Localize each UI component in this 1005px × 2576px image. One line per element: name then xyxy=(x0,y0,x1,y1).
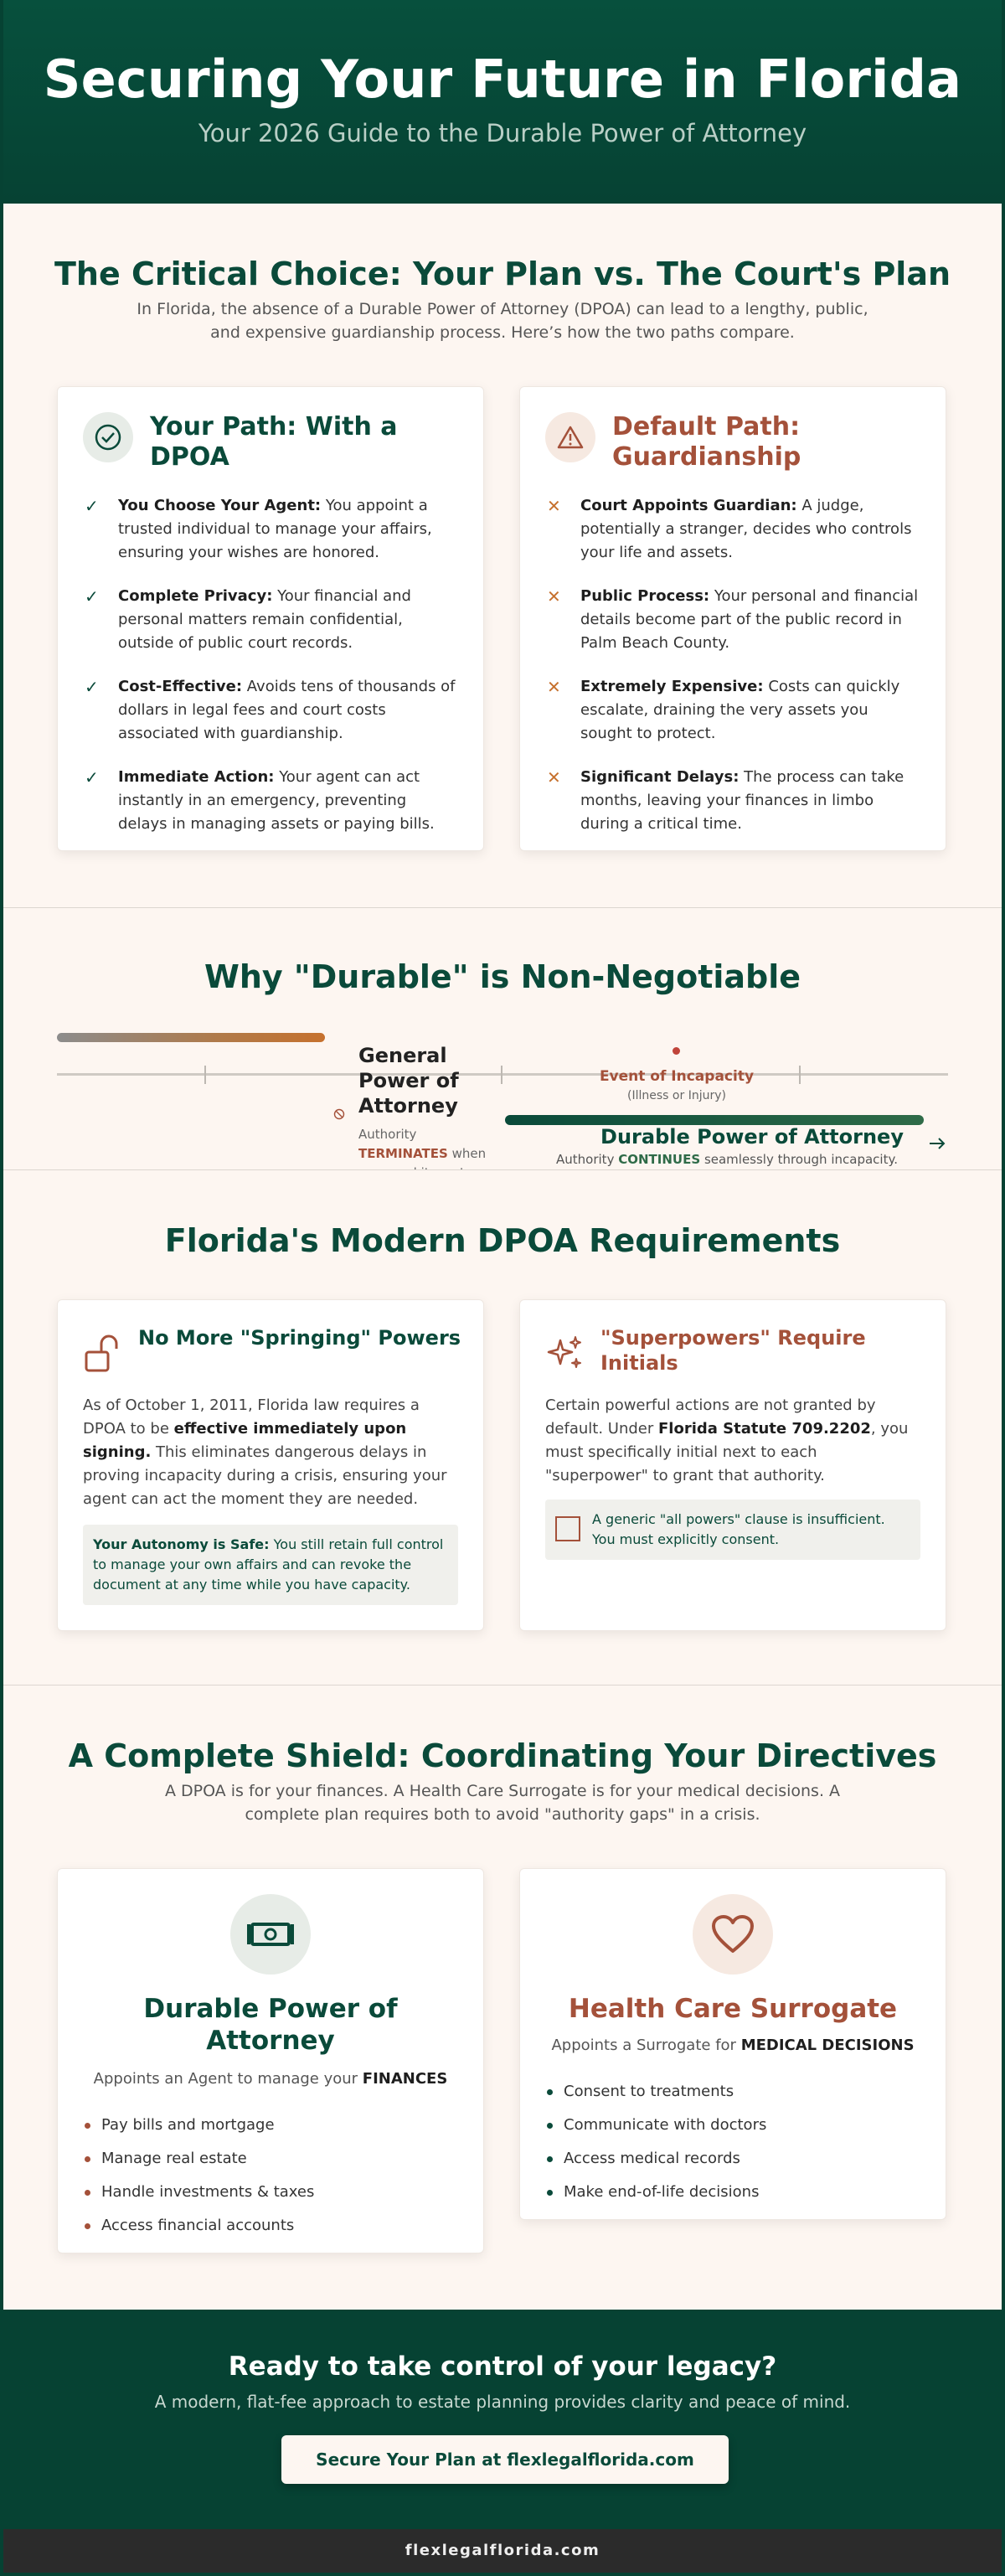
continues-label: CONTINUES xyxy=(618,1152,701,1167)
medical-label: MEDICAL DECISIONS xyxy=(740,2037,915,2054)
cross-icon: ✕ xyxy=(547,586,561,607)
list-item: Pay bills and mortgage xyxy=(85,2114,458,2137)
initial-box-icon xyxy=(555,1516,580,1541)
item-text: The process can take months, leaving your finances in limbo during a critical time. xyxy=(580,768,904,833)
shield-lead: A DPOA is for your finances. A Health Care Surrogate is for your medical decisions. A complete plan requires both to avoid "authority gaps" in a crisis. xyxy=(164,1782,841,1824)
checkmark-icon: ✓ xyxy=(85,586,99,607)
arrow-right-icon xyxy=(928,1137,946,1154)
durable-poa-bar xyxy=(505,1115,924,1125)
item-label: You Choose Your Agent: xyxy=(118,497,322,514)
surrogate-subtitle xyxy=(537,2037,929,2054)
durable-poa-desc xyxy=(526,1152,928,1167)
item-text: Avoids tens of thousands of dollars in legal fees and court costs associated with guardianship. xyxy=(118,678,456,742)
authority-timeline xyxy=(57,1026,948,1185)
note-label: Your Autonomy is Safe: xyxy=(93,1536,270,1552)
shield-title: A Complete Shield: Coordinating Your Directives xyxy=(68,1737,937,1774)
timeline-tick xyxy=(204,1066,206,1084)
stop-icon xyxy=(333,1107,345,1123)
check-circle-icon xyxy=(83,412,133,462)
shield-section xyxy=(3,1685,1002,2310)
list-item xyxy=(83,675,458,746)
item-label: Public Process: xyxy=(580,587,710,605)
choice-title: The Critical Choice: Your Plan vs. The Court's Plan xyxy=(54,256,951,292)
dpoa-title: Durable Power of Attorney xyxy=(143,1994,398,2056)
with-dpoa-title: Your Path: With a DPOA xyxy=(150,412,398,472)
money-icon xyxy=(230,1894,311,1975)
hero-subtitle: Your 2026 Guide to the Durable Power of Attorney xyxy=(198,119,807,147)
list-item: Access financial accounts xyxy=(85,2214,458,2238)
cta-title: Ready to take control of your legacy? xyxy=(228,2351,777,2382)
list-item xyxy=(83,585,458,655)
surrogate-duties xyxy=(547,2080,920,2214)
cta-text: A modern, flat-fee approach to estate planning provides clarity and peace of mind. xyxy=(154,2392,851,2412)
item-label: Extremely Expensive: xyxy=(580,678,764,695)
body-text: Certain powerful actions are not granted by default. Under xyxy=(545,1396,876,1438)
list-item xyxy=(545,494,920,565)
list-item xyxy=(545,766,920,836)
choice-lead: In Florida, the absence of a Durable Power of Attorney (DPOA) can lead to a lengthy, public, and expensive guardianship process. Here’s how the two paths compare. xyxy=(137,300,868,342)
superpowers-title: "Superpowers" Require Initials xyxy=(600,1326,866,1375)
dpoa-duties xyxy=(85,2114,458,2248)
item-text: A judge, potentially a stranger, decides who controls your life and assets. xyxy=(580,497,912,561)
requirements-section xyxy=(3,1170,1002,1685)
desc-text: when xyxy=(451,1146,487,1161)
footer-url[interactable]: flexlegalflorida.com xyxy=(3,2529,1002,2573)
event-subtitle: (Illness or Injury) xyxy=(627,1089,726,1102)
item-label: Cost-Effective: xyxy=(118,678,243,695)
cross-icon: ✕ xyxy=(547,767,561,787)
sub-text: Appoints a Surrogate for xyxy=(551,2037,736,2054)
general-poa-title: General Power of Attorney xyxy=(358,1044,459,1118)
superpowers-card xyxy=(519,1299,946,1631)
timeline-tick xyxy=(799,1066,801,1084)
warning-triangle-icon xyxy=(545,412,595,462)
body-text: This eliminates dangerous delays in proving incapacity during a crisis, ensuring your agent can act the moment they are needed. xyxy=(83,1443,447,1508)
item-text: You appoint a trusted individual to manage your affairs, ensuring your wishes are honored. xyxy=(118,497,432,561)
sub-text: Appoints an Agent to manage your xyxy=(93,2070,358,2088)
body-text: As of October 1, 2011, Florida law requires a DPOA to be xyxy=(83,1396,420,1438)
initials-warning xyxy=(545,1500,920,1560)
guardianship-title: Default Path: Guardianship xyxy=(612,412,801,472)
list-item xyxy=(545,675,920,746)
with-dpoa-card xyxy=(57,386,484,851)
list-item: Make end-of-life decisions xyxy=(547,2181,920,2204)
autonomy-note xyxy=(83,1525,458,1605)
durable-poa-title: Durable Power of Attorney xyxy=(600,1125,904,1149)
terminates-label: TERMINATES xyxy=(358,1146,448,1161)
event-title: Event of Incapacity xyxy=(599,1068,755,1085)
critical-choice-section xyxy=(3,204,1002,907)
secure-plan-button[interactable]: Secure Your Plan at flexlegalflorida.com xyxy=(281,2435,729,2484)
checkmark-icon: ✓ xyxy=(85,767,99,787)
surrogate-title: Health Care Surrogate xyxy=(568,1994,898,2024)
cross-icon: ✕ xyxy=(547,677,561,697)
list-item xyxy=(83,766,458,836)
hero-banner xyxy=(3,0,1002,204)
item-label: Court Appoints Guardian: xyxy=(580,497,797,514)
checkmark-icon: ✓ xyxy=(85,677,99,697)
checkmark-icon: ✓ xyxy=(85,496,99,516)
hero-title: Securing Your Future in Florida xyxy=(43,49,962,110)
desc-text: Authority xyxy=(358,1127,417,1142)
list-item: Handle investments & taxes xyxy=(85,2181,458,2204)
springing-card xyxy=(57,1299,484,1631)
incapacity-marker xyxy=(673,1047,680,1055)
list-item xyxy=(83,494,458,565)
durable-title: Why "Durable" is Non-Negotiable xyxy=(204,958,801,995)
item-text: Your personal and financial details become part of the public record in Palm Beach County. xyxy=(580,587,919,652)
cta-section xyxy=(3,2310,1002,2529)
desc-text: Authority xyxy=(556,1152,615,1167)
dpoa-subtitle xyxy=(75,2070,466,2088)
item-label: Significant Delays: xyxy=(580,768,740,786)
statute-reference: Florida Statute 709.2202 xyxy=(658,1420,871,1438)
body-emphasis: effective immediately upon signing. xyxy=(83,1420,407,1461)
item-label: Complete Privacy: xyxy=(118,587,273,605)
unlock-icon xyxy=(83,1334,123,1377)
item-text: Your agent can act instantly in an emergency, preventing delays in managing assets or paying bills. xyxy=(118,768,435,833)
item-text: Costs can quickly escalate, draining the very assets you sought to protect. xyxy=(580,678,900,742)
note-text: You still retain full control to manage your own affairs and can revoke the document at any time while you have capacity. xyxy=(93,1536,444,1593)
list-item: Manage real estate xyxy=(85,2147,458,2171)
list-item: Access medical records xyxy=(547,2147,920,2171)
springing-body xyxy=(83,1394,458,1511)
general-poa-bar xyxy=(57,1033,325,1042)
cross-icon: ✕ xyxy=(547,496,561,516)
surrogate-card xyxy=(519,1868,946,2220)
springing-title: No More "Springing" Powers xyxy=(138,1326,461,1350)
finances-label: FINANCES xyxy=(362,2070,448,2088)
item-label: Immediate Action: xyxy=(118,768,275,786)
sparkles-icon xyxy=(545,1334,585,1377)
body-text: , you must specifically initial next to each "superpower" to grant that authority. xyxy=(545,1420,909,1484)
warning-text: A generic "all powers" clause is insufficient. You must explicitly consent. xyxy=(592,1511,885,1547)
requirements-title: Florida's Modern DPOA Requirements xyxy=(164,1222,841,1259)
heart-icon xyxy=(693,1894,773,1975)
desc-text: seamlessly through incapacity. xyxy=(704,1152,898,1167)
item-text: Your financial and personal matters remain confidential, outside of public court records. xyxy=(118,587,411,652)
dpoa-card xyxy=(57,1868,484,2253)
superpowers-body xyxy=(545,1394,920,1488)
list-item xyxy=(545,585,920,655)
guardianship-card xyxy=(519,386,946,851)
list-item: Consent to treatments xyxy=(547,2080,920,2104)
list-item: Communicate with doctors xyxy=(547,2114,920,2137)
